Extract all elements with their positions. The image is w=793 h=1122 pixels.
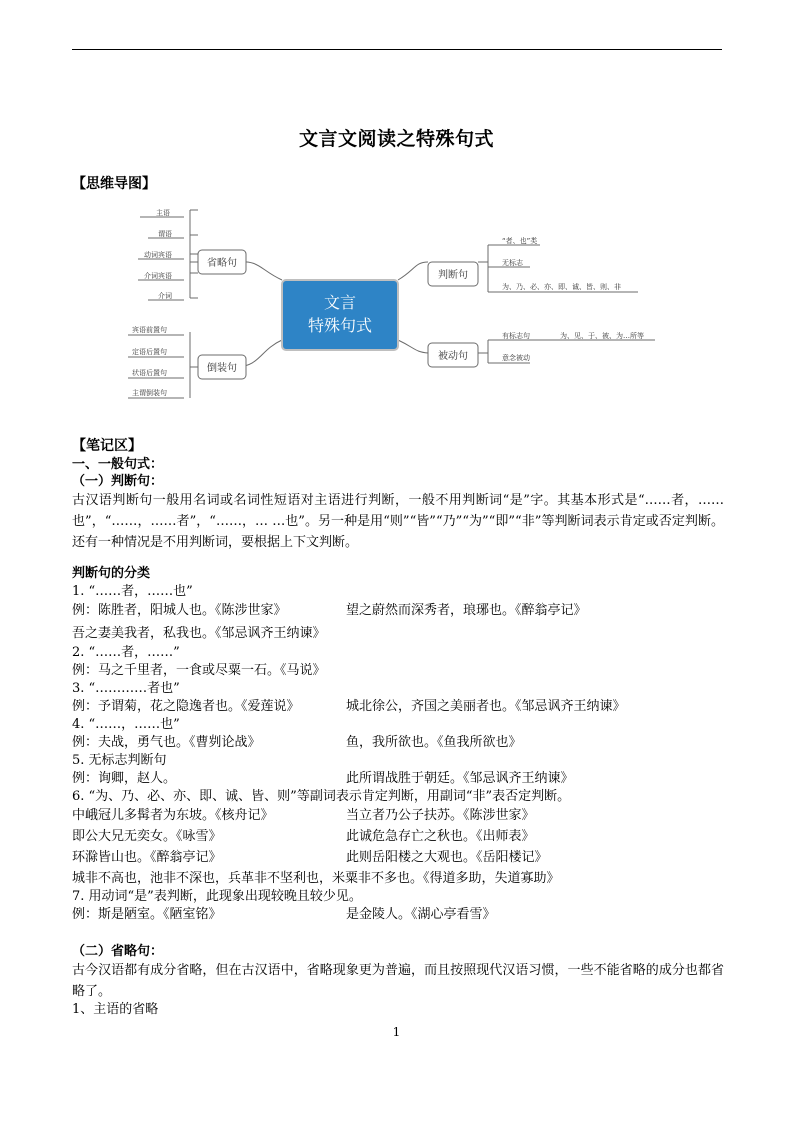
example-line: 即公大兄无奕女。《咏雪》 <box>72 829 222 844</box>
category-title: 4. “……，……也” <box>72 717 180 732</box>
example-line: 例：夫战，勇气也。《曹刿论战》 <box>72 735 261 750</box>
paragraph: 古今汉语都有成分省略，但在古汉语中，省略现象更为普遍，而且按照现代汉语习惯，一些不能省略的成分也都省略了。 <box>72 963 724 999</box>
mindmap-passive-node: 被动句 <box>438 351 468 362</box>
example-line: 例：询卿，赵人。 <box>72 771 177 786</box>
mindmap-heading: 【思维导图】 <box>72 176 156 192</box>
mindmap-center-line2: 特殊句式 <box>307 316 373 335</box>
mindmap-diagram <box>110 200 680 410</box>
subsection-heading: （一）判断句： <box>72 474 164 489</box>
example-line: 是金陵人。《湖心亭看雪》 <box>346 907 496 922</box>
mindmap-center-line1: 文言 <box>323 293 357 312</box>
mindmap-center-node <box>282 280 398 350</box>
section-heading: 一、一般句式： <box>72 457 164 472</box>
category-title: 7. 用动词“是”表判断，此现象出现较晚且较少见。 <box>72 889 362 904</box>
example-line: 望之蔚然而深秀者，琅琊也。《醉翁亭记》 <box>346 603 587 618</box>
example-line: 例：马之千里者，一食或尽粟一石。《马说》 <box>72 663 326 678</box>
example-line: 吾之妻美我者，私我也。《邹忌讽齐王纳谏》 <box>72 626 326 641</box>
category-title: 2. “……者，……” <box>72 645 180 660</box>
example-line: 此诚危急存亡之秋也。《出师表》 <box>346 829 535 844</box>
mindmap-omission-item: 动词宾语 <box>144 251 172 259</box>
example-line: 中峨冠儿多髯者为东坡。《核舟记》 <box>72 808 274 823</box>
mindmap-inversion-item: 状语后置句 <box>132 369 167 377</box>
mindmap-judgment-item: 无标志 <box>502 259 523 267</box>
mindmap-omission-item: 介词 <box>158 292 172 300</box>
example-line: 环滁皆山也。《醉翁亭记》 <box>72 850 222 865</box>
mindmap-judgment-item: 为、乃、必、亦、即、诚、皆、则、非 <box>502 283 621 291</box>
example-line: 例：斯是陋室。《陋室铭》 <box>72 907 222 922</box>
mindmap-omission-node: 省略句 <box>207 258 237 269</box>
category-title: 1. “……者，……也” <box>72 584 193 599</box>
example-line: 此所谓战胜于朝廷。《邹忌讽齐王纳谏》 <box>346 771 574 786</box>
mindmap-judgment-item: “者、也”类 <box>502 237 538 245</box>
example-line: 鱼，我所欲也。《鱼我所欲也》 <box>346 735 522 750</box>
mindmap-inversion-item: 宾语前置句 <box>132 326 167 334</box>
paragraph: 古汉语判断句一般用名词或名词性短语对主语进行判断，一般不用判断词“是”字。其基本形式是“……者，……也”，“……，……者”，“……，… …也”。另一种是用“则”“皆”“乃”“为”“即”“非”等判断词表示肯定或否定判断。还有一种情况是不用判断词，要根据上下文判断。 <box>72 493 724 550</box>
subsection-heading: （二）省略句： <box>72 944 164 959</box>
mindmap-omission-item: 主语 <box>156 209 170 217</box>
example-line: 例：予谓菊，花之隐逸者也。《爱莲说》 <box>72 699 300 714</box>
header-rule <box>72 49 722 50</box>
subsection-item: 1、主语的省略 <box>72 1002 159 1017</box>
mindmap-judgment-node: 判断句 <box>438 270 468 281</box>
classification-heading: 判断句的分类 <box>72 566 151 581</box>
page-title: 文言文阅读之特殊句式 <box>298 128 494 150</box>
example-line: 城北徐公，齐国之美丽者也。《邹忌讽齐王纳谏》 <box>346 699 626 714</box>
category-title: 6. “为、乃、必、亦、即、诚、皆、则”等副词表示肯定判断，用副词“非”表否定判断。 <box>72 789 571 804</box>
mindmap-inversion-item: 主谓倒装句 <box>132 389 167 397</box>
mindmap-passive-item: 意念被动 <box>502 354 530 362</box>
mindmap-passive-item: 有标志句 <box>502 332 530 340</box>
example-line: 城非不高也，池非不深也，兵革非不坚利也，米粟非不多也。《得道多助，失道寡助》 <box>72 871 560 886</box>
mindmap-omission-item: 介词宾语 <box>144 272 172 280</box>
example-line: 此则岳阳楼之大观也。《岳阳楼记》 <box>346 850 548 865</box>
category-title: 5. 无标志判断句 <box>72 753 167 768</box>
page-number: 1 <box>392 1025 401 1039</box>
notes-heading: 【笔记区】 <box>72 438 142 454</box>
example-line: 例：陈胜者，阳城人也。《陈涉世家》 <box>72 603 287 618</box>
mindmap-omission-item: 谓语 <box>158 230 172 238</box>
mindmap-inversion-item: 定语后置句 <box>132 348 167 356</box>
category-title: 3. “…………者也” <box>72 681 180 696</box>
mindmap-inversion-node: 倒装句 <box>207 363 237 374</box>
mindmap-passive-markers: 为、见、于、被、为…所等 <box>560 332 644 340</box>
example-line: 当立者乃公子扶苏。《陈涉世家》 <box>346 808 535 823</box>
